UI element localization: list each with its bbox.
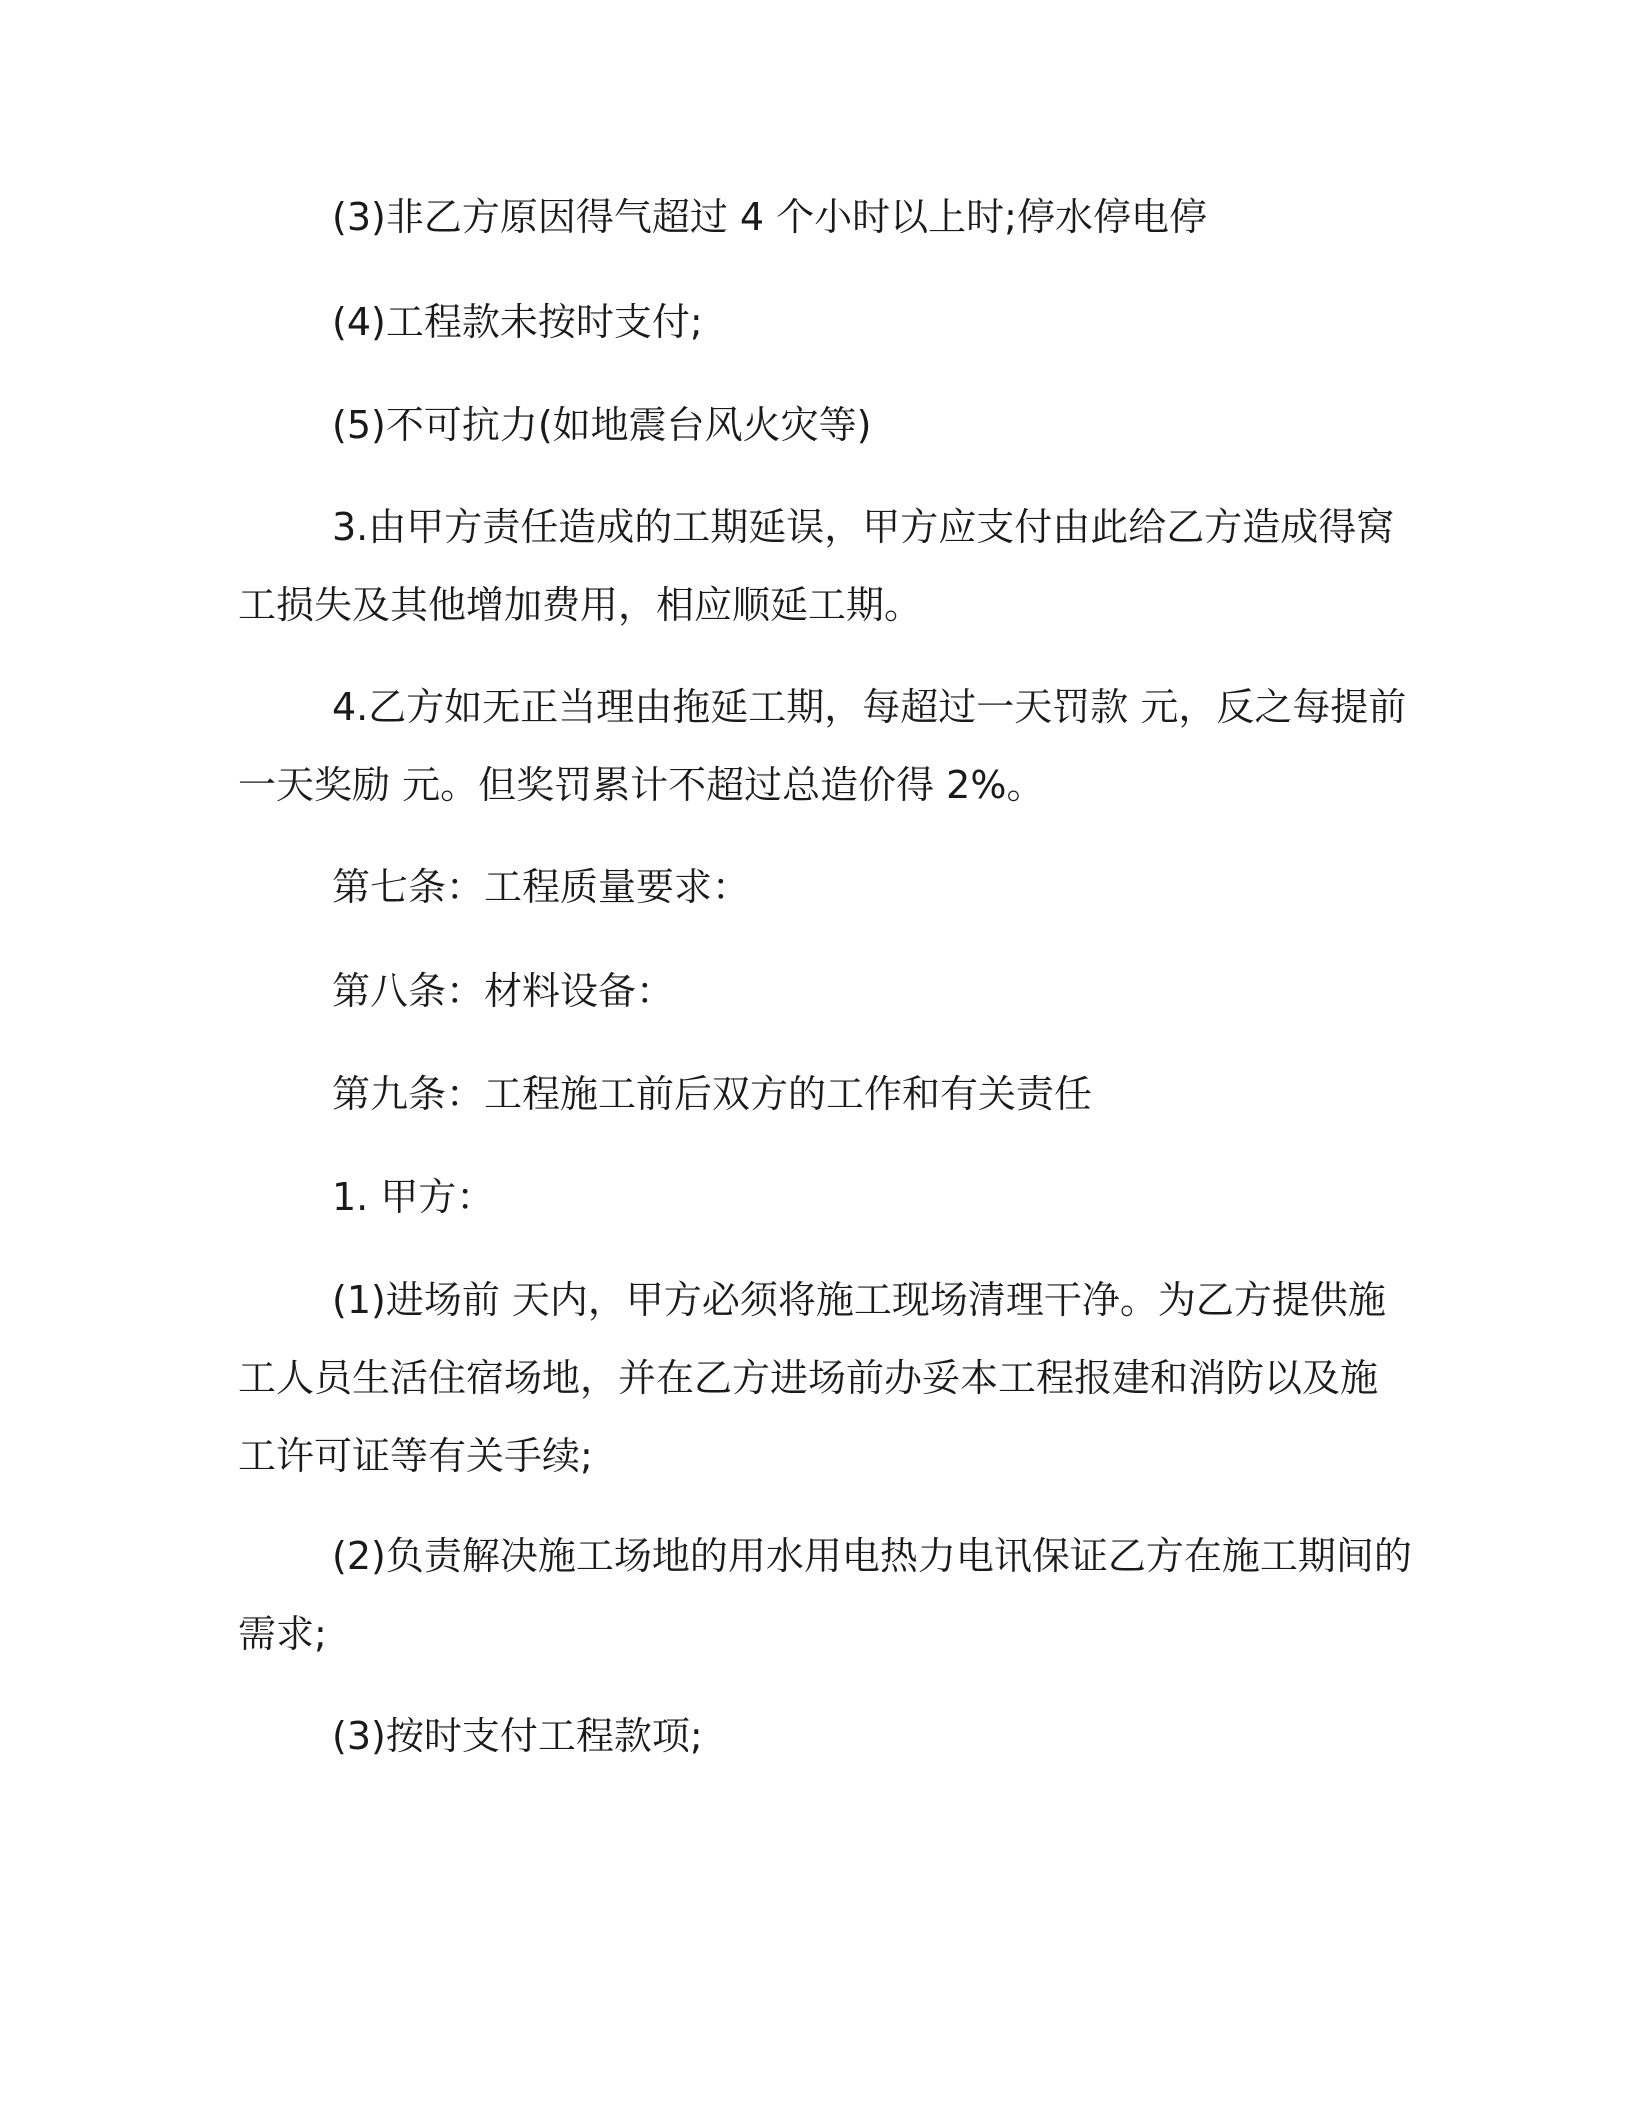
article-7-heading (0, 848, 1632, 926)
text-line: (3)按时支付工程款项; (332, 1714, 703, 1758)
text-line: (2)负责解决施工场地的用水用电热力电讯保证乙方在施工期间的 (332, 1534, 1412, 1578)
text-line: (3)非乙方原因得气超过 4 个小时以上时;停水停电停 (332, 195, 1207, 239)
text-line: 需求; (238, 1612, 327, 1656)
party-a-duty-1 (0, 1261, 1632, 1495)
text-line: 第九条：工程施工前后双方的工作和有关责任 (332, 1072, 1093, 1116)
text-line: (4)工程款未按时支付; (332, 300, 703, 344)
text-line: 一天奖励 元。但奖罚累计不超过总造价得 2%。 (238, 763, 1045, 807)
article-8-heading (0, 952, 1632, 1030)
text-line: 工损失及其他增加费用，相应顺延工期。 (238, 583, 923, 627)
party-a-heading (0, 1158, 1632, 1236)
clause-item-4 (0, 668, 1632, 824)
article-9-heading (0, 1055, 1632, 1133)
text-line: 3.由甲方责任造成的工期延误，甲方应支付由此给乙方造成得窝 (332, 505, 1395, 549)
text-line: 4.乙方如无正当理由拖延工期，每超过一天罚款 元，反之每提前 (332, 685, 1407, 729)
text-line: 第七条：工程质量要求： (332, 865, 751, 909)
party-a-duty-2 (0, 1517, 1632, 1673)
party-a-duty-3 (0, 1697, 1632, 1775)
text-line: (1)进场前 天内，甲方必须将施工现场清理干净。为乙方提供施 (332, 1278, 1386, 1322)
clause-item-3 (0, 488, 1632, 644)
clause-3-3 (0, 178, 1632, 256)
clause-3-5 (0, 386, 1632, 464)
text-line: (5)不可抗力(如地震台风火灾等) (332, 403, 872, 447)
clause-3-4 (0, 283, 1632, 361)
text-line: 1. 甲方： (332, 1175, 495, 1219)
text-line: 第八条：材料设备： (332, 969, 675, 1013)
text-line: 工人员生活住宿场地，并在乙方进场前办妥本工程报建和消防以及施 (238, 1356, 1379, 1400)
text-line: 工许可证等有关手续; (238, 1434, 593, 1478)
